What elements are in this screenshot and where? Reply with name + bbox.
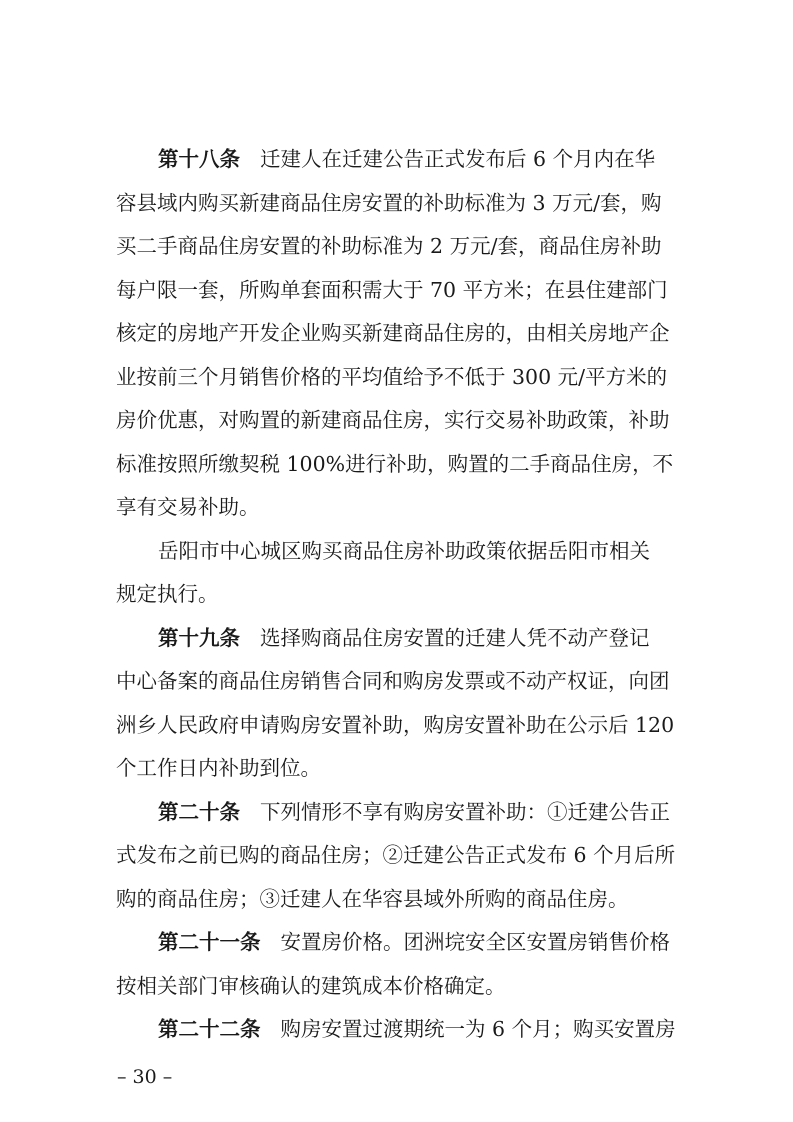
article-heading: 第十九条 bbox=[158, 626, 240, 650]
article-heading: 第二十二条 bbox=[158, 1017, 261, 1041]
text-line: 洲乡人民政府申请购房安置补助，购房安置补助在公示后 120 bbox=[116, 713, 675, 737]
text-line: 容县域内购买新建商品住房安置的补助标准为 3 万元/套，购 bbox=[116, 191, 662, 215]
article-text: 购房安置过渡期统一为 6 个月；购买安置房 bbox=[280, 1017, 676, 1041]
article-text: 选择购商品住房安置的迁建人凭不动产登记 bbox=[260, 626, 650, 650]
article-text: 安置房价格。团洲垸安全区安置房销售价格 bbox=[280, 930, 670, 954]
text-line: 买二手商品住房安置的补助标准为 2 万元/套，商品住房补助 bbox=[116, 234, 662, 258]
text-line: 标准按照所缴契税 100%进行补助，购置的二手商品住房，不 bbox=[116, 452, 674, 476]
text-line: 房价优惠，对购置的新建商品住房，实行交易补助政策，补助 bbox=[116, 408, 670, 432]
article-19-line-1 bbox=[158, 618, 682, 658]
text-line: 享有交易补助。 bbox=[116, 495, 260, 519]
text-line: 核定的房地产开发企业购买新建商品住房的，由相关房地产企 bbox=[116, 321, 670, 345]
article-18-line-1 bbox=[158, 139, 682, 179]
article-20-line-1 bbox=[158, 792, 682, 832]
article-text: 迁建人在迁建公告正式发布后 6 个月内在华 bbox=[260, 147, 656, 171]
text-line: 购的商品住房；③迁建人在华容县域外所购的商品住房。 bbox=[116, 887, 629, 911]
text-line: 个工作日内补助到位。 bbox=[116, 756, 321, 780]
page-number: – 30 – bbox=[117, 1066, 173, 1088]
article-22-line-1 bbox=[158, 1009, 682, 1049]
text-line: 按相关部门审核确认的建筑成本价格确定。 bbox=[116, 974, 506, 998]
text-line: 业按前三个月销售价格的平均值给予不低于 300 元/平方米的 bbox=[116, 365, 668, 389]
article-text: 下列情形不享有购房安置补助：①迁建公告正 bbox=[260, 800, 670, 824]
article-heading: 第二十条 bbox=[158, 800, 240, 824]
article-heading: 第十八条 bbox=[158, 147, 240, 171]
article-21-line-1 bbox=[158, 922, 682, 962]
text-line: 中心备案的商品住房销售合同和购房发票或不动产权证，向团 bbox=[116, 669, 670, 693]
text-line: 式发布之前已购的商品住房；②迁建公告正式发布 6 个月后所 bbox=[116, 843, 676, 867]
text-line: 规定执行。 bbox=[116, 582, 219, 606]
paragraph-line: 岳阳市中心城区购买商品住房补助政策依据岳阳市相关 bbox=[158, 539, 650, 563]
article-heading: 第二十一条 bbox=[158, 930, 261, 954]
text-line: 每户限一套，所购单套面积需大于 70 平方米；在县住建部门 bbox=[116, 278, 668, 302]
